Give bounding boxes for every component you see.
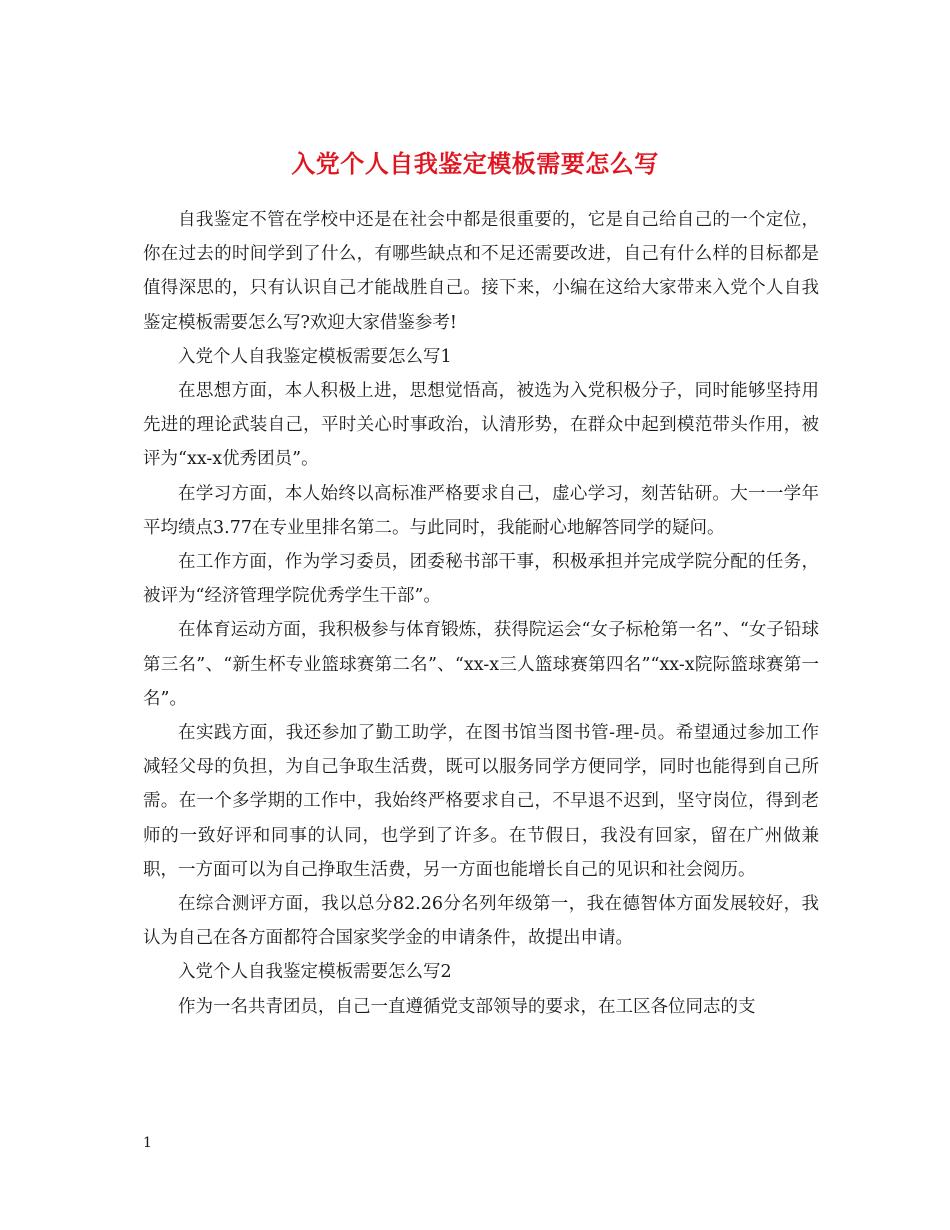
body-paragraph-sports: 在体育运动方面，我积极参与体育锻炼，获得院运会“女子标枪第一名”、“女子铅球第三名”、“新生杯专业篮球赛第二名”、“xx-x三人篮球赛第四名”“xx-x院际篮球赛第一名”。 <box>143 620 819 709</box>
page-number: 1 <box>143 1135 152 1151</box>
body-paragraph-thought: 在思想方面，本人积极上进，思想觉悟高，被选为入党积极分子，同时能够坚持用先进的理论武装自己，平时关心时事政治，认清形势，在群众中起到模范带头作用，被评为“xx-x优秀团员”。 <box>143 381 819 470</box>
section-heading-2: 入党个人自我鉴定模板需要怎么写2 <box>178 962 452 983</box>
body-paragraph-practice: 在实践方面，我还参加了勤工助学，在图书馆当图书管-理-员。希望通过参加工作减轻父母的负担，为自己争取生活费，既可以服务同学方便同学，同时也能得到自己所需。在一个多学期的工作中，我始终严格要求自己，不早退不迟到，坚守岗位，得到老师的一致好评和同事的认同，也学到了许多。在节假日，我没有回家，留在广州做兼职，一方面可以为自己挣取生活费，另一方面也能增长自己的见识和社会阅历。 <box>143 723 819 880</box>
body-paragraph-study: 在学习方面，本人始终以高标准严格要求自己，虚心学习，刻苦钻研。大一一学年平均绩点3.77在专业里排名第二。与此同时，我能耐心地解答同学的疑问。 <box>143 483 819 538</box>
document-body <box>143 203 819 1024</box>
body-paragraph-evaluation: 在综合测评方面，我以总分82.26分名列年级第一，我在德智体方面发展较好，我认为自己在各方面都符合国家奖学金的申请条件，故提出申请。 <box>143 894 819 949</box>
section-heading-1: 入党个人自我鉴定模板需要怎么写1 <box>178 346 452 367</box>
body-paragraph-league-member: 作为一名共青团员，自己一直遵循党支部领导的要求，在工区各位同志的支 <box>178 996 756 1017</box>
intro-paragraph: 自我鉴定不管在学校中还是在社会中都是很重要的，它是自己给自己的一个定位，你在过去的时间学到了什么，有哪些缺点和不足还需要改进，自己有什么样的目标都是值得深思的，只有认识自己才能战胜自己。接下来，小编在这给大家带来入党个人自我鉴定模板需要怎么写?欢迎大家借鉴参考! <box>143 210 819 333</box>
body-paragraph-work: 在工作方面，作为学习委员，团委秘书部干事，积极承担并完成学院分配的任务，被评为“经济管理学院优秀学生干部”。 <box>143 552 819 607</box>
document-title: 入党个人自我鉴定模板需要怎么写 <box>291 149 659 179</box>
